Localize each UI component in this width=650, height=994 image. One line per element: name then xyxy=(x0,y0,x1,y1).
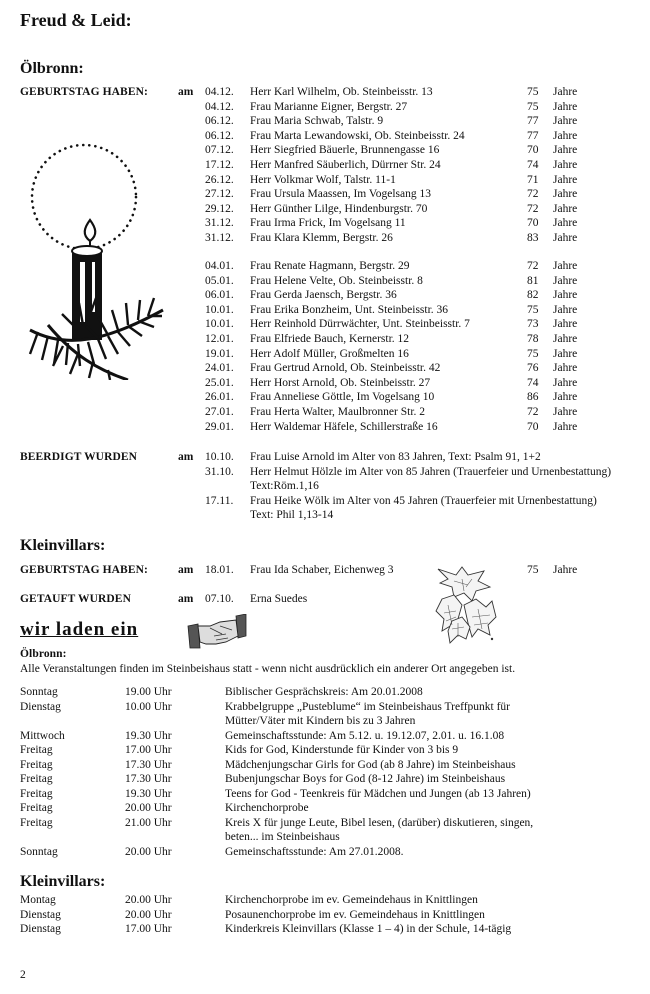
event-day: Freitag xyxy=(20,787,53,800)
birthday-unit: Jahre xyxy=(553,260,578,272)
event-description: Posaunenchorprobe im ev. Gemeindehaus in Knittlingen xyxy=(225,908,485,921)
event-day: Sonntag xyxy=(20,845,58,858)
birthday-date: 19.01. xyxy=(205,347,234,360)
event-day: Dienstag xyxy=(20,923,61,935)
birthday-name: Herr Adolf Müller, Großmelten 16 xyxy=(250,347,409,360)
funeral-date: 17.11. xyxy=(205,494,234,507)
event-time: 17.30 Uhr xyxy=(125,758,172,771)
birthday-name: Frau Ida Schaber, Eichenweg 3 xyxy=(250,564,394,576)
birthday-date: 24.01. xyxy=(205,362,234,375)
event-row xyxy=(0,700,650,715)
birthday-name: Frau Anneliese Göttle, Im Vogelsang 10 xyxy=(250,391,435,404)
event-day: Mittwoch xyxy=(20,729,65,742)
event-row xyxy=(0,729,650,744)
birthday-name: Frau Renate Hagmann, Bergstr. 29 xyxy=(250,260,410,272)
event-description: Kinderkreis Kleinvillars (Klasse 1 – 4) in der Schule, 14-tägig xyxy=(225,923,512,935)
event-day: Freitag xyxy=(20,744,53,756)
am-label: am xyxy=(178,593,194,605)
funeral-text: Frau Luise Arnold im Alter von 83 Jahren, Text: Psalm 91, 1+2 xyxy=(250,451,541,463)
birthday-unit: Jahre xyxy=(553,86,578,98)
birthday-age: 86 xyxy=(527,391,539,404)
birthday-name: Herr Manfred Säuberlich, Dürrner Str. 24 xyxy=(250,159,441,171)
birthday-date: 07.12. xyxy=(205,144,234,157)
event-time: 21.00 Uhr xyxy=(125,816,172,829)
birthday-date: 05.01. xyxy=(205,274,234,287)
event-day: Sonntag xyxy=(20,686,58,698)
handshake-illustration xyxy=(186,614,248,650)
birthday-date: 31.12. xyxy=(205,217,234,230)
birthday-unit: Jahre xyxy=(553,420,578,433)
birthday-name: Herr Volkmar Wolf, Talstr. 11-1 xyxy=(250,173,396,186)
event-time: 17.30 Uhr xyxy=(125,773,172,785)
leaves-illustration xyxy=(428,565,508,645)
birthday-unit: Jahre xyxy=(553,406,578,418)
event-day: Dienstag xyxy=(20,700,61,713)
event-description: Gemeinschaftsstunde: Am 27.01.2008. xyxy=(225,845,404,858)
birthday-unit: Jahre xyxy=(553,274,578,287)
birthday-row xyxy=(0,391,650,406)
event-row xyxy=(0,922,650,937)
birthday-date: 04.12. xyxy=(205,86,234,98)
birthday-date: 10.01. xyxy=(205,303,234,316)
event-time: 19.00 Uhr xyxy=(125,686,172,698)
birthday-unit: Jahre xyxy=(553,100,578,113)
event-description: Teens for God - Teenkreis für Mädchen und Jungen (ab 13 Jahren) xyxy=(225,787,531,800)
event-row xyxy=(0,685,650,700)
funeral-text: Text: Phil 1,13-14 xyxy=(250,509,334,522)
birthday-unit: Jahre xyxy=(553,159,578,171)
event-time: 10.00 Uhr xyxy=(125,700,172,713)
event-time: 19.30 Uhr xyxy=(125,787,172,800)
funeral-row-continued xyxy=(0,509,650,524)
baptism-row xyxy=(0,593,650,608)
birthday-age: 73 xyxy=(527,318,539,331)
event-description: Biblischer Gesprächskreis: Am 20.01.2008 xyxy=(225,686,423,698)
birthday-age: 82 xyxy=(527,289,539,302)
birthday-date: 17.12. xyxy=(205,159,234,171)
birthday-age: 78 xyxy=(527,333,539,345)
birthday-age: 70 xyxy=(527,217,539,230)
birthday-age: 70 xyxy=(527,420,539,433)
birthday-name: Frau Klara Klemm, Bergstr. 26 xyxy=(250,232,393,244)
birthday-date: 27.01. xyxy=(205,406,234,418)
birthday-unit: Jahre xyxy=(553,362,578,375)
event-row xyxy=(0,816,650,831)
birthday-age: 74 xyxy=(527,376,539,389)
event-description: Mütter/Väter mit Kindern bis zu 3 Jahren xyxy=(225,715,416,727)
event-day: Freitag xyxy=(20,773,53,785)
section-heading-oelbronn: Ölbronn: xyxy=(20,60,84,77)
birthday-age: 70 xyxy=(527,144,539,157)
event-description: Kreis X für junge Leute, Bibel lesen, (darüber) diskutieren, singen, xyxy=(225,816,534,829)
baptism-label: GETAUFT WURDEN xyxy=(20,593,131,605)
birthday-name: Frau Helene Velte, Ob. Steinbeisstr. 8 xyxy=(250,274,423,287)
birthday-date: 04.12. xyxy=(205,100,234,113)
funeral-row xyxy=(0,495,650,510)
birthday-unit: Jahre xyxy=(553,129,578,142)
birthday-age: 76 xyxy=(527,362,539,375)
birthday-name: Frau Maria Schwab, Talstr. 9 xyxy=(250,115,384,128)
funeral-row xyxy=(0,466,650,481)
funeral-row-continued xyxy=(0,480,650,495)
birthday-date: 31.12. xyxy=(205,232,234,244)
birthday-date: 04.01. xyxy=(205,260,234,272)
birthday-name: Frau Gertrud Arnold, Ob. Steinbeisstr. 42 xyxy=(250,362,441,375)
birthday-name: Frau Marta Lewandowski, Ob. Steinbeisstr. 24 xyxy=(250,129,465,142)
funeral-label: BEERDIGT WURDEN xyxy=(20,451,138,463)
birthday-unit: Jahre xyxy=(553,173,578,186)
event-description: Kids for God, Kinderstunde für Kinder von 3 bis 9 xyxy=(225,744,459,756)
funeral-text: Frau Heike Wölk im Alter von 45 Jahren (Trauerfeier mit Urnenbestattung) xyxy=(250,494,597,507)
invite-heading-oelbronn: Ölbronn: xyxy=(20,648,67,660)
event-description: Gemeinschaftsstunde: Am 5.12. u. 19.12.07, 2.01. u. 16.1.08 xyxy=(225,729,505,742)
event-row xyxy=(0,845,650,860)
event-time: 20.00 Uhr xyxy=(125,908,172,921)
birthday-name: Herr Waldemar Häfele, Schillerstraße 16 xyxy=(250,420,438,433)
page-number: 2 xyxy=(20,969,26,981)
birthday-age: 75 xyxy=(527,86,539,98)
event-description: Mädchenjungschar Girls for God (ab 8 Jahre) im Steinbeishaus xyxy=(225,758,516,771)
event-row xyxy=(0,908,650,923)
am-label: am xyxy=(178,451,194,463)
event-description: Kirchenchorprobe im ev. Gemeindehaus in Knittlingen xyxy=(225,894,478,906)
birthday-label: GEBURTSTAG HABEN: xyxy=(20,564,148,576)
event-description: beten... im Steinbeishaus xyxy=(225,831,340,843)
birthday-date: 27.12. xyxy=(205,188,234,201)
invite-heading: wir laden ein xyxy=(20,619,139,640)
invite-note: Alle Veranstaltungen finden im Steinbeishaus statt - wenn nicht ausdrücklich ein anderer Ort angegeben ist. xyxy=(20,663,516,675)
event-time: 17.00 Uhr xyxy=(125,744,172,756)
birthday-label: GEBURTSTAG HABEN: xyxy=(20,86,148,98)
birthday-unit: Jahre xyxy=(553,188,578,201)
birthday-row xyxy=(0,406,650,421)
birthday-age: 75 xyxy=(527,303,539,316)
event-row-continued xyxy=(0,830,650,845)
birthday-unit: Jahre xyxy=(553,217,578,230)
event-day: Montag xyxy=(20,894,56,906)
birthday-age: 81 xyxy=(527,274,539,287)
page-title: Freud & Leid: xyxy=(20,10,132,30)
birthday-date: 29.01. xyxy=(205,420,234,433)
birthday-age: 77 xyxy=(527,115,539,128)
birthday-name: Herr Horst Arnold, Ob. Steinbeisstr. 27 xyxy=(250,376,431,389)
birthday-unit: Jahre xyxy=(553,303,578,316)
event-row xyxy=(0,758,650,773)
birthday-unit: Jahre xyxy=(553,347,578,360)
event-time: 17.00 Uhr xyxy=(125,923,172,935)
am-label: am xyxy=(178,86,194,98)
birthday-age: 72 xyxy=(527,202,539,215)
event-day: Freitag xyxy=(20,816,53,829)
event-row-continued xyxy=(0,714,650,729)
candle-illustration xyxy=(18,140,168,380)
birthday-unit: Jahre xyxy=(553,391,578,404)
birthday-date: 06.12. xyxy=(205,115,234,128)
birthday-unit: Jahre xyxy=(553,202,578,215)
birthday-name: Frau Erika Bonzheim, Unt. Steinbeisstr. 36 xyxy=(250,303,449,316)
birthday-row xyxy=(0,101,650,116)
funeral-date: 31.10. xyxy=(205,465,234,478)
birthday-row xyxy=(0,86,650,101)
section-heading-kleinvillars: Kleinvillars: xyxy=(20,537,106,554)
birthday-age: 72 xyxy=(527,406,539,418)
birthday-unit: Jahre xyxy=(553,564,578,576)
event-row xyxy=(0,772,650,787)
birthday-age: 72 xyxy=(527,188,539,201)
event-description: Kirchenchorprobe xyxy=(225,802,309,814)
birthday-unit: Jahre xyxy=(553,376,578,389)
birthday-date: 12.01. xyxy=(205,333,234,345)
birthday-name: Frau Herta Walter, Maulbronner Str. 2 xyxy=(250,406,426,418)
birthday-age: 83 xyxy=(527,232,539,244)
event-day: Freitag xyxy=(20,758,53,771)
birthday-unit: Jahre xyxy=(553,318,578,331)
birthday-unit: Jahre xyxy=(553,144,578,157)
birthday-date: 06.12. xyxy=(205,129,234,142)
funeral-date: 10.10. xyxy=(205,451,234,463)
birthday-age: 75 xyxy=(527,347,539,360)
invite-heading-kleinvillars: Kleinvillars: xyxy=(20,873,106,890)
birthday-name: Frau Elfriede Bauch, Kernerstr. 12 xyxy=(250,333,410,345)
birthday-unit: Jahre xyxy=(553,333,578,345)
funeral-row xyxy=(0,451,650,466)
birthday-name: Frau Marianne Eigner, Bergstr. 27 xyxy=(250,100,408,113)
birthday-date: 18.01. xyxy=(205,564,234,576)
birthday-age: 77 xyxy=(527,129,539,142)
birthday-date: 10.01. xyxy=(205,318,234,331)
birthday-unit: Jahre xyxy=(553,115,578,128)
event-description: Bubenjungschar Boys for God (8-12 Jahre) im Steinbeishaus xyxy=(225,773,506,785)
birthday-row xyxy=(0,421,650,436)
birthday-unit: Jahre xyxy=(553,289,578,302)
birthday-date: 25.01. xyxy=(205,376,234,389)
birthday-row xyxy=(0,564,650,579)
event-description: Krabbelgruppe „Pusteblume“ im Steinbeishaus Treffpunkt für xyxy=(225,700,511,713)
birthday-name: Herr Günther Lilge, Hindenburgstr. 70 xyxy=(250,202,428,215)
event-time: 20.00 Uhr xyxy=(125,802,172,814)
baptism-name: Erna Suedes xyxy=(250,593,308,605)
event-row xyxy=(0,743,650,758)
event-row xyxy=(0,787,650,802)
funeral-text: Herr Helmut Hölzle im Alter von 85 Jahren (Trauerfeier und Urnenbestattung) xyxy=(250,465,612,478)
birthday-date: 26.12. xyxy=(205,173,234,186)
birthday-age: 75 xyxy=(527,100,539,113)
birthday-name: Herr Siegfried Bäuerle, Brunnengasse 16 xyxy=(250,144,440,157)
birthday-age: 71 xyxy=(527,173,539,186)
event-time: 20.00 Uhr xyxy=(125,894,172,906)
birthday-name: Frau Ursula Maassen, Im Vogelsang 13 xyxy=(250,188,431,201)
birthday-age: 75 xyxy=(527,564,539,576)
funeral-text: Text:Röm.1,16 xyxy=(250,480,319,493)
birthday-row xyxy=(0,115,650,130)
am-label: am xyxy=(178,564,194,576)
birthday-age: 74 xyxy=(527,159,539,171)
event-row xyxy=(0,893,650,908)
birthday-date: 06.01. xyxy=(205,289,234,302)
baptism-date: 07.10. xyxy=(205,593,234,605)
birthday-date: 26.01. xyxy=(205,391,234,404)
event-day: Freitag xyxy=(20,802,53,814)
birthday-name: Frau Irma Frick, Im Vogelsang 11 xyxy=(250,217,406,230)
birthday-name: Frau Gerda Jaensch, Bergstr. 36 xyxy=(250,289,397,302)
birthday-name: Herr Karl Wilhelm, Ob. Steinbeisstr. 13 xyxy=(250,86,433,98)
event-row xyxy=(0,801,650,816)
event-time: 19.30 Uhr xyxy=(125,729,172,742)
birthday-unit: Jahre xyxy=(553,232,578,244)
event-day: Dienstag xyxy=(20,908,61,921)
birthday-age: 72 xyxy=(527,260,539,272)
event-time: 20.00 Uhr xyxy=(125,845,172,858)
birthday-date: 29.12. xyxy=(205,202,234,215)
birthday-name: Herr Reinhold Dürrwächter, Unt. Steinbeisstr. 7 xyxy=(250,318,470,331)
